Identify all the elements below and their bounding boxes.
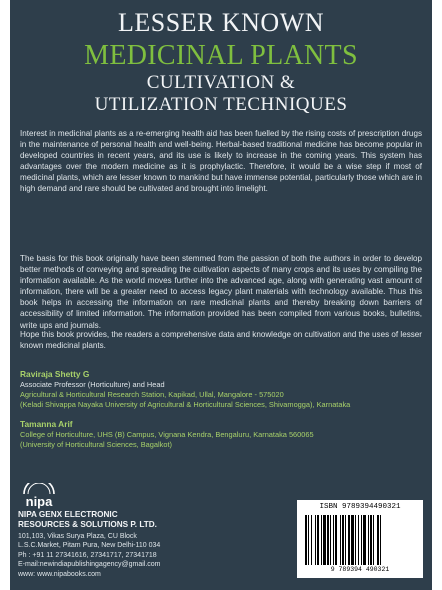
title-line-1: LESSER KNOWN [117,8,325,37]
book-back-cover [10,0,432,590]
subtitle-line-1: CULTIVATION & [146,72,296,93]
author-name: Tamanna Arif [20,419,73,429]
barcode-icon [303,515,417,565]
author-block-1 [20,368,422,410]
publisher-logo-text: nipa [25,494,53,509]
subtitle-line-2: UTILIZATION TECHNIQUES [94,94,348,115]
author-block-2 [20,418,422,450]
description-paragraph-2: The basis for this book originally have been stemmed from the passion of both the authors in order to develop better methods of conveying and spreading the cultivation aspects of many crops and its uses by compiling the information available. As the world moves further into the advanced age, along with generating vast amount of information, there will be a greater need to access legacy plant materials with technology available. Thus this book helps in accessing the information on rare medicinal plants and thereby breaking down barriers of accessibility of limited information. The information provided has been compiled from various books, bulletins, write ups and journals. [20,254,422,330]
description-paragraph-1: Interest in medicinal plants as a re-emerging health aid has been fuelled by the rising costs of prescription drugs in the maintenance of personal health and well-being. Herbal-based traditional medicine has become popular in developed countries in recent years, and its use is likely to increase in the coming years. This system has advantages over the modern medicine as it is prophylactic. Therefore, it would be a wise step if most of medicinal plants, which are lesser known to mankind but have immense potential, particularly those which are in high demand and rare should be cultivated and brought into limelight. [20,129,422,194]
address-line: L.S.C.Market, Pitam Pura, New Delhi-110 034 [18,542,161,550]
author-affiliation-line: Agricultural & Horticultural Research Station, Kapikad, Ullal, Mangalore - 575020 [20,390,284,399]
address-line: E-mail:newindiapublishingagency@gmail.com [18,561,161,569]
isbn-label: ISBN 9789394490321 [319,503,401,511]
author-affiliation-line: (Keladi Shivappa Nayaka University of Agricultural & Horticultural Sciences, Shivamogga), Karnataka [20,400,351,409]
description-paragraph-3: Hope this book provides, the readers a comprehensive data and knowledge on cultivation and the uses of lesser known medicinal plants. [20,330,422,351]
publisher-name [18,510,157,530]
title-line-2: MEDICINAL PLANTS [84,40,358,71]
publisher-name-line: NIPA GENX ELECTRONIC [18,510,118,519]
publisher-name-line: RESOURCES & SOLUTIONS P. LTD. [18,520,157,529]
barcode-digits: 9 789394 490321 [330,566,390,573]
address-line: 101,103, Vikas Surya Plaza, CU Block [18,533,137,540]
publisher-logo-icon [18,483,60,509]
author-name: Raviraja Shetty G [20,369,90,379]
author-affiliation-line: College of Horticulture, UHS (B) Campus, Vignana Kendra, Bengaluru, Karnataka 560065 [20,430,314,439]
isbn-barcode [297,500,423,578]
author-affiliation-line: (University of Horticultural Sciences, Bagalkot) [20,440,172,449]
address-line: www: www.nipabooks.com [18,570,101,578]
author-affiliation-line: Associate Professor (Horticulture) and Head [20,380,165,389]
address-line: Ph : +91 11 27341616, 27341717, 27341718 [18,551,157,559]
publisher-address [18,532,161,579]
